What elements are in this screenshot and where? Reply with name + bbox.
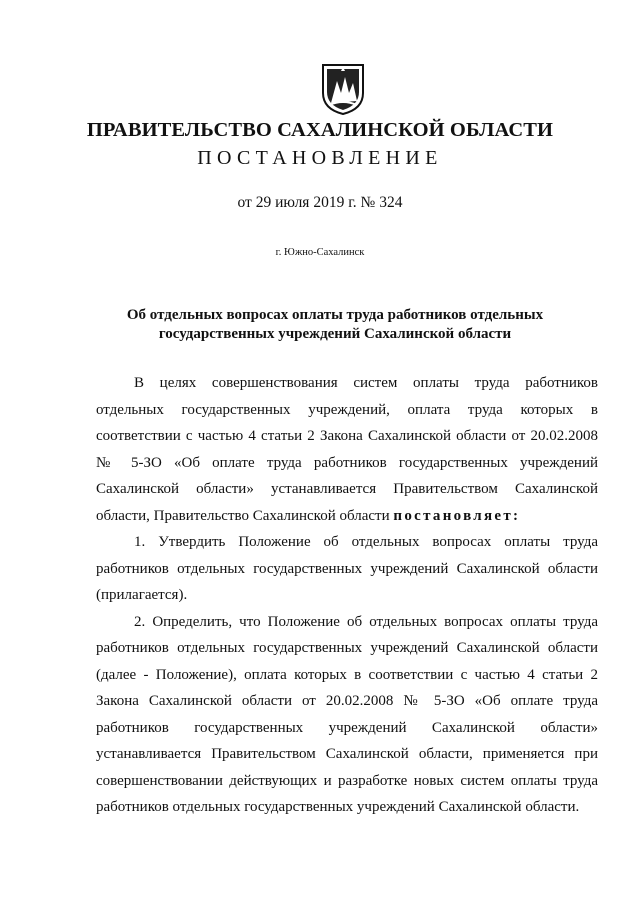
preamble-paragraph — [96, 370, 598, 529]
resolves-keyword: постановляет: — [393, 507, 521, 524]
document-body — [96, 370, 598, 821]
subject-line-1: Об отдельных вопросах оплаты труда работников отдельных — [126, 307, 544, 323]
preamble-text: В целях совершенствования систем оплаты труда работников отдельных государственных учреждений, оплата труда которых в соответствии с частью 4 статьи 2 Закона Сахалинской области от 20.02.2008 № 5-ЗО «Об оплате труда работников государственных учреждений Сахалинской области» устанавливается Правительством Сахалинской области, Правительство Сахалинской области — [96, 375, 598, 524]
document-type: ПОСТАНОВЛЕНИЕ — [197, 147, 443, 169]
item-2-paragraph: 2. Определить, что Положение об отдельных вопросах оплаты труда работников отдельных государственных учреждений Сахалинской области (далее - Положение), оплата которых в соответствии с частью 4 статьи 2 Закона Сахалинской области от 20.02.2008 № 5-ЗО «Об оплате труда работников государственных учреждений Сахалинской области» устанавливается Правительством Сахалинской области, применяется при совершенствовании действующих и разработке новых систем оплаты труда работников отдельных государственных учреждений Сахалинской области. — [96, 613, 598, 815]
document-subject — [100, 306, 570, 344]
item-1-paragraph: 1. Утвердить Положение об отдельных вопросах оплаты труда работников отдельных государственных учреждений Сахалинской области (прилагается). — [96, 534, 598, 603]
document-date-number: от 29 июля 2019 г. № 324 — [237, 194, 403, 211]
city-name: г. Южно-Сахалинск — [275, 247, 365, 258]
coat-of-arms-icon — [319, 63, 367, 115]
subject-line-2: государственных учреждений Сахалинской области — [158, 326, 512, 342]
organization-name: ПРАВИТЕЛЬСТВО САХАЛИНСКОЙ ОБЛАСТИ — [86, 119, 554, 141]
